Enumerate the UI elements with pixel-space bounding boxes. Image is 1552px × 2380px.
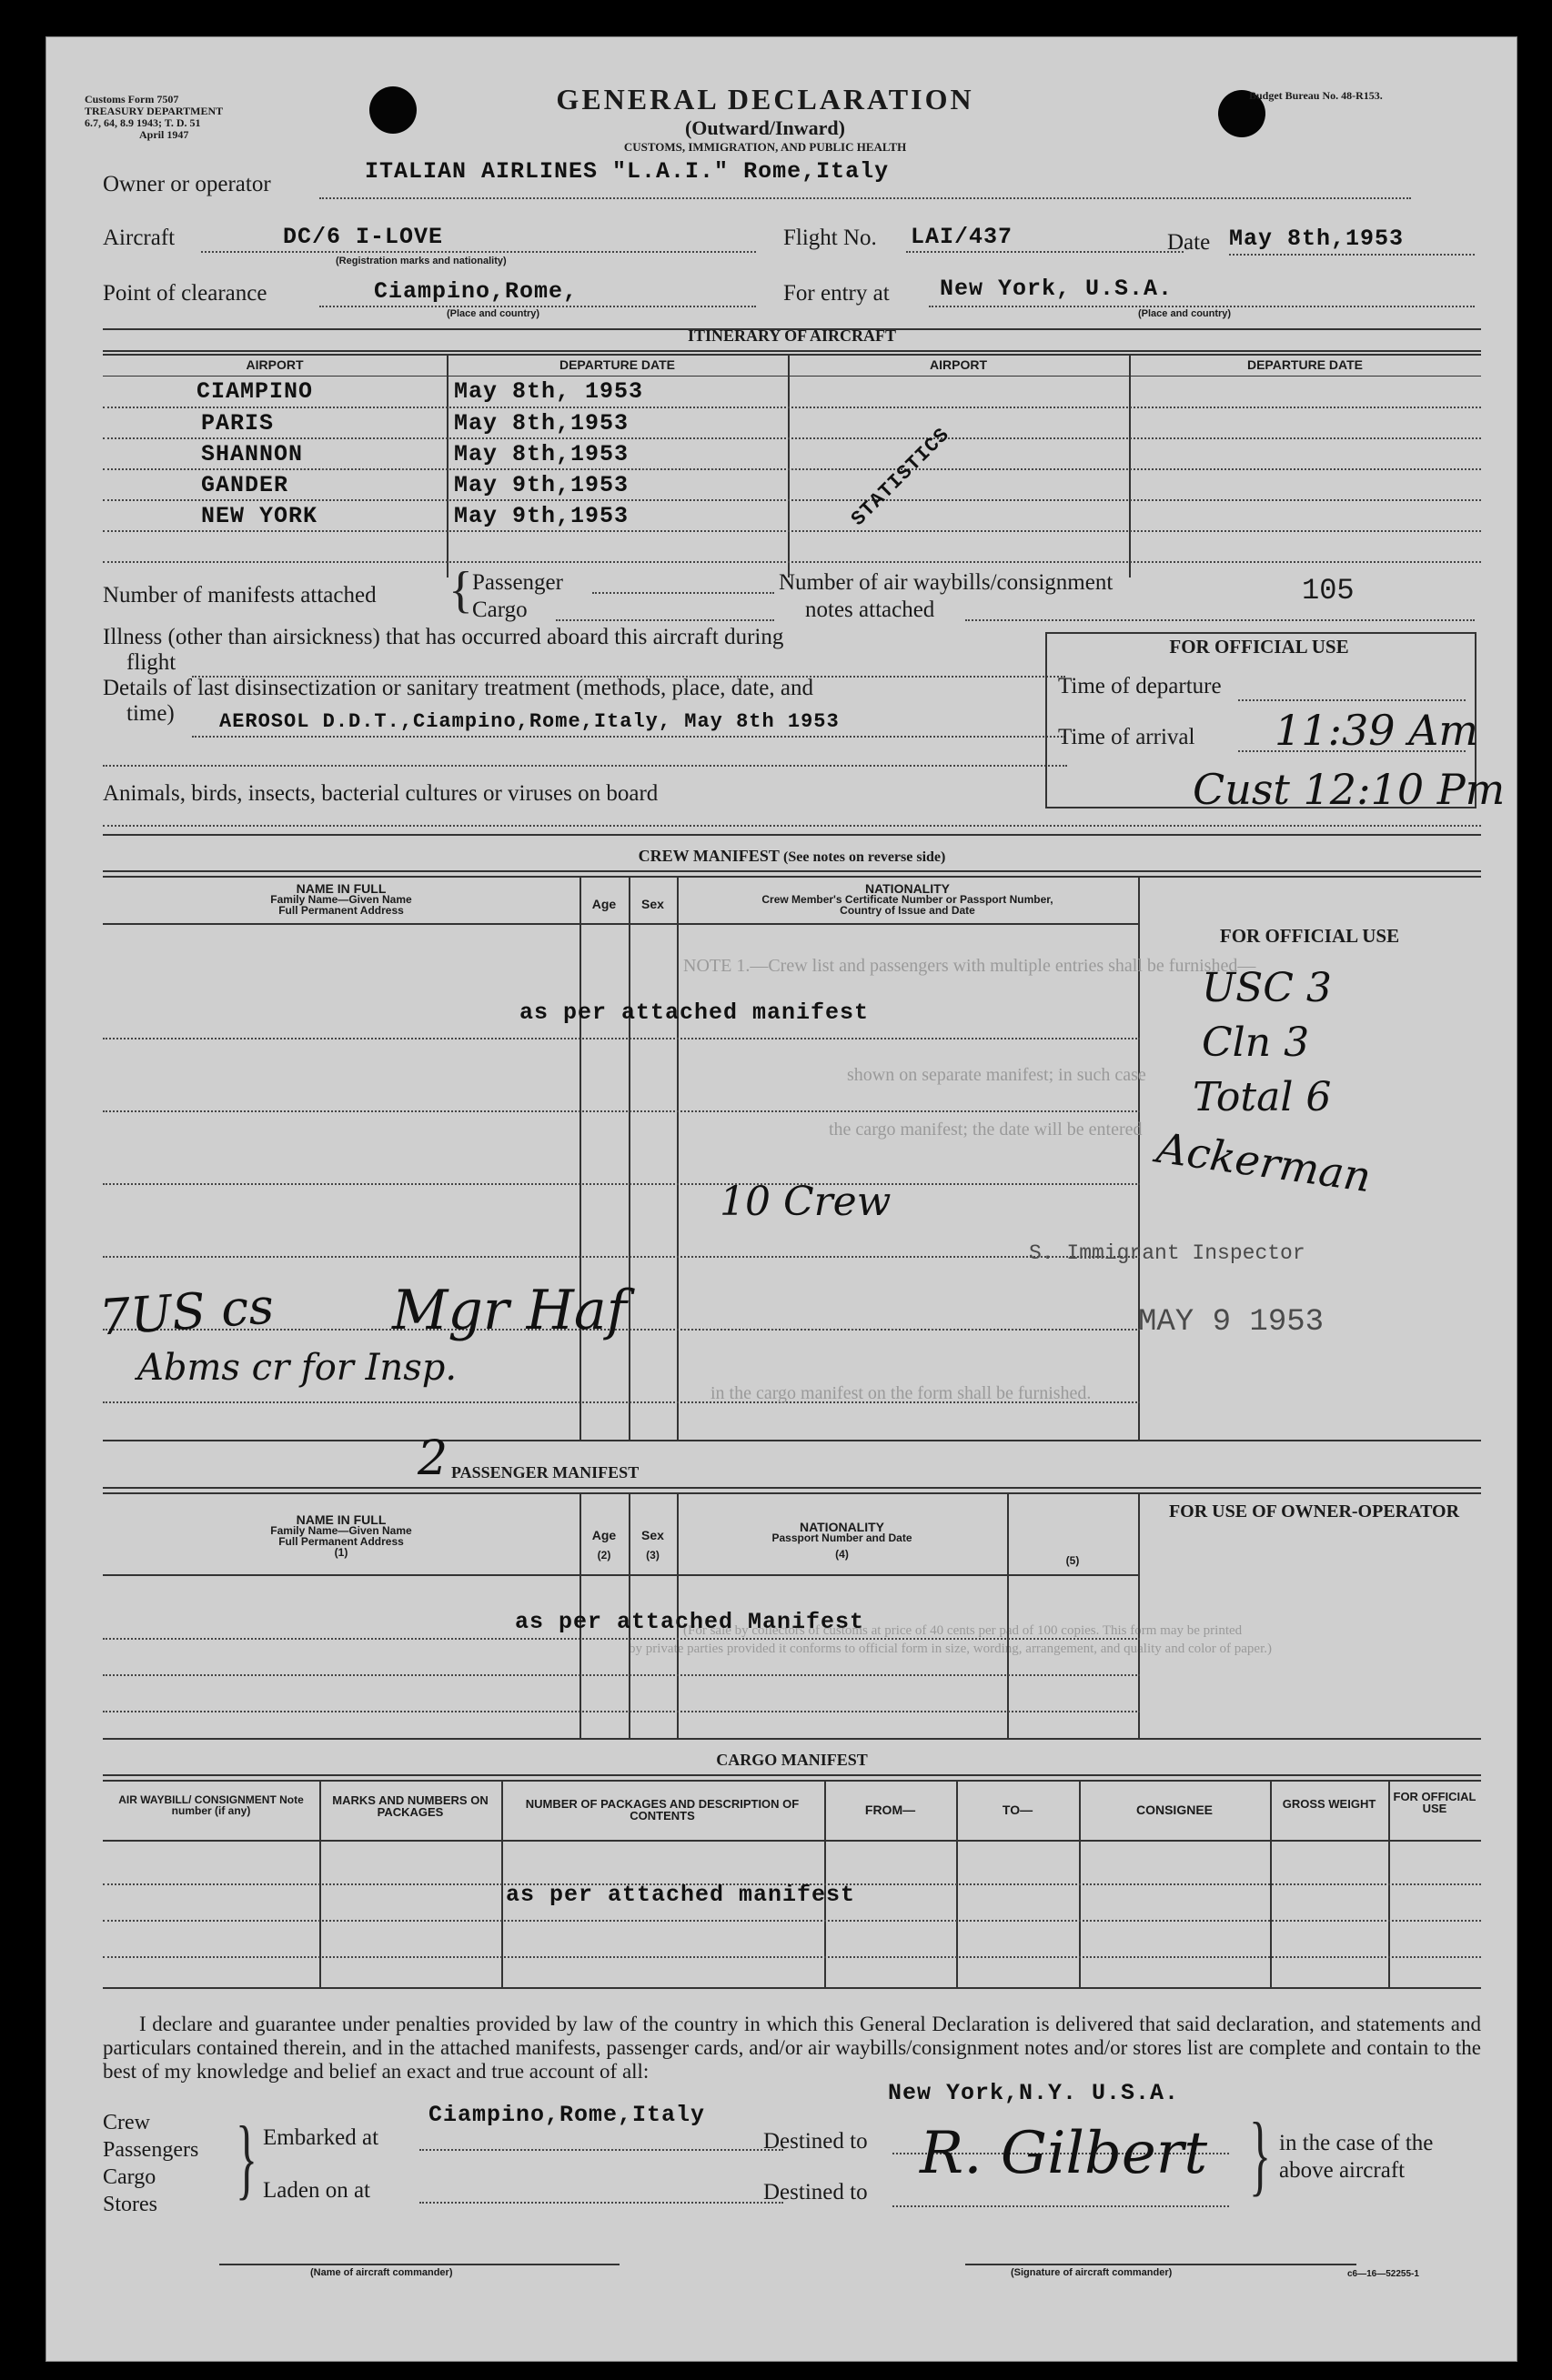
crew-left-signature-2: Abms cr for Insp.: [137, 1347, 458, 1389]
crew-col-nationality: [677, 883, 1138, 916]
crew-tally-total: Total 6: [1193, 1074, 1332, 1120]
passenger-col-age-label: Age: [591, 1528, 617, 1542]
disinfect-label: Details of last disinsectization or sanitary treatment (methods, place, date, and: [103, 676, 813, 700]
cargo-col-consignee: CONSIGNEE: [1135, 1803, 1213, 1817]
disinfect-label-2: time): [126, 701, 175, 726]
inspector-title: S. Immigrant Inspector: [1029, 1241, 1305, 1265]
passenger-col-5: (5): [1065, 1554, 1080, 1567]
destined-value: New York,N.Y. U.S.A.: [888, 2080, 1180, 2106]
declaration-cargo: Cargo: [103, 2165, 156, 2189]
bleed-through-text: by private parties provided it conforms to official form in size, wording, arrangement, and quality and color of paper.): [629, 1642, 1273, 1656]
passenger-col-sex: [629, 1529, 677, 1562]
destined-label-2: Destined to: [763, 2180, 868, 2204]
itinerary-row-date: May 8th,1953: [454, 410, 630, 437]
declaration-categories: [103, 2109, 198, 2218]
form-department: TREASURY DEPARTMENT: [85, 105, 224, 117]
itinerary-row-airport: SHANNON: [201, 441, 304, 467]
declaration-crew: Crew: [103, 2111, 150, 2134]
above-aircraft-label: above aircraft: [1279, 2158, 1406, 2183]
itinerary-col-departure-1: DEPARTURE DATE: [559, 357, 676, 372]
punch-hole-left: [369, 86, 417, 134]
clearance-label: Point of clearance: [103, 281, 267, 306]
declaration-brace-right: }: [1249, 2104, 1271, 2204]
print-code: c6—16—52255-1: [1347, 2269, 1419, 2279]
passenger-col-nat-1: NATIONALITY: [799, 1520, 885, 1534]
itinerary-row-airport: NEW YORK: [201, 503, 318, 529]
aircraft-label: Aircraft: [103, 226, 176, 250]
waybills-label: Number of air waybills/consignment: [779, 570, 1114, 595]
cargo-col-to: TO—: [1002, 1803, 1033, 1817]
declaration-brace: }: [236, 2107, 257, 2208]
waybills-value: 105: [1302, 574, 1355, 608]
bleed-through-text: NOTE 1.—Crew list and passengers with multiple entries shall be furnished—: [683, 956, 1256, 976]
form-subtitle: (Outward/Inward): [684, 116, 845, 139]
declaration-stores: Stores: [103, 2193, 157, 2216]
cargo-col-from: FROM—: [864, 1803, 916, 1817]
crew-col-nat-3: Country of Issue and Date: [840, 904, 975, 917]
commander-signature-caption: (Signature of aircraft commander): [1011, 2267, 1173, 2278]
passenger-col-name-2: Family Name—Given Name: [270, 1524, 412, 1537]
crew-middle-signature: Mgr Haf: [392, 1279, 627, 1342]
manifests-cargo: Cargo: [472, 598, 528, 622]
bleed-through-text: (For sale by collectors of customs at price of 40 cents per pad of 100 copies. This form may be printed: [683, 1623, 1243, 1638]
itinerary-row-date: May 9th,1953: [454, 503, 630, 529]
passenger-col-nat-no: (4): [835, 1548, 849, 1561]
itinerary-row-date: May 8th, 1953: [454, 378, 644, 405]
manifests-label: Number of manifests attached: [103, 583, 377, 608]
aircraft-caption: (Registration marks and nationality): [336, 256, 507, 266]
cargo-col-waybill: AIR WAYBILL/ CONSIGNMENT Note number (if any): [118, 1793, 304, 1817]
passenger-col-sex-no: (3): [646, 1549, 660, 1562]
crew-tally-aliens: Cln 3: [1202, 1019, 1310, 1066]
entry-caption: (Place and country): [1138, 308, 1232, 319]
in-case-label: in the case of the: [1279, 2131, 1434, 2155]
crew-col-name-2: Family Name—Given Name: [270, 893, 412, 906]
form-number: Customs Form 7507: [85, 93, 179, 105]
cargo-col-official: FOR OFFICIAL USE: [1393, 1790, 1476, 1815]
crew-tally-usc: USC 3: [1202, 965, 1332, 1011]
passenger-col-nat-2: Passport Number and Date: [771, 1531, 912, 1544]
manifests-passenger: Passenger: [472, 570, 563, 595]
passenger-col-name-1: NAME IN FULL: [296, 1512, 387, 1527]
cargo-col-packages: NUMBER OF PACKAGES AND DESCRIPTION OF CONTENTS: [525, 1797, 800, 1823]
clearance-value: Ciampino,Rome,: [374, 278, 579, 305]
manifests-brace: {: [448, 562, 473, 618]
laden-label: Laden on at: [263, 2178, 371, 2203]
crew-manifest-title: CREW MANIFEST: [638, 847, 780, 865]
cargo-manifest-title: CARGO MANIFEST: [716, 1751, 868, 1769]
crew-col-name-1: NAME IN FULL: [296, 881, 387, 896]
arrival-note: Cust 12:10 Pm: [1193, 765, 1506, 814]
form-date: April 1947: [139, 128, 189, 141]
official-use-title: FOR OFFICIAL USE: [1169, 636, 1349, 658]
crew-count-note: 10 Crew: [720, 1179, 892, 1225]
crew-left-signature: 7US cs: [97, 1277, 276, 1347]
passenger-col-nationality: [677, 1521, 1007, 1560]
clearance-caption: (Place and country): [447, 308, 540, 319]
passenger-entry: as per attached Manifest: [515, 1609, 865, 1635]
entry-label: For entry at: [783, 281, 890, 306]
waybills-label-2: notes attached: [805, 598, 935, 622]
crew-col-nat-1: NATIONALITY: [864, 881, 951, 896]
passenger-col-name: [103, 1514, 579, 1558]
itinerary-col-airport-2: AIRPORT: [930, 357, 987, 372]
entry-value: New York, U.S.A.: [940, 276, 1174, 302]
itinerary-row-airport: PARIS: [201, 410, 275, 437]
embarked-label: Embarked at: [263, 2125, 379, 2150]
arrival-time-label: Time of arrival: [1058, 725, 1195, 749]
passenger-manifest-title: PASSENGER MANIFEST: [451, 1463, 640, 1481]
declaration-form: [45, 36, 1517, 2362]
cargo-col-weight: GROSS WEIGHT: [1282, 1797, 1376, 1811]
itinerary-row-airport: GANDER: [201, 472, 289, 498]
owner-label: Owner or operator: [103, 172, 271, 196]
crew-col-sex: Sex: [641, 897, 664, 911]
passenger-col-name-3: Full Permanent Address: [278, 1535, 404, 1548]
itinerary-col-departure-2: DEPARTURE DATE: [1246, 357, 1364, 372]
date-label: Date: [1167, 230, 1211, 255]
commander-signature: R. Gilbert: [920, 2120, 1208, 2187]
crew-entry: as per attached manifest: [519, 999, 870, 1026]
cargo-col-marks: MARKS AND NUMBERS ON PACKAGES: [332, 1793, 489, 1819]
illness-label-2: flight: [126, 650, 176, 675]
crew-col-age: Age: [591, 897, 617, 911]
itinerary-row-date: May 8th,1953: [454, 441, 630, 467]
disinfect-value: AEROSOL D.D.T.,Ciampino,Rome,Italy, May 8th 1953: [219, 710, 840, 733]
animals-label: Animals, birds, insects, bacterial cultures or viruses on board: [103, 781, 659, 806]
itinerary-title: ITINERARY OF AIRCRAFT: [687, 326, 897, 345]
passenger-col-age-no: (2): [597, 1549, 611, 1562]
date-value: May 8th,1953: [1229, 226, 1405, 252]
form-number-block: [85, 94, 223, 141]
bleed-through-text: shown on separate manifest; in such case: [847, 1065, 1146, 1085]
statistics-stamp: STATISTICS: [847, 423, 955, 531]
itinerary-col-airport-1: AIRPORT: [246, 357, 304, 372]
passenger-col-name-no: (1): [334, 1546, 348, 1559]
inspector-stamp-date: MAY 9 1953: [1138, 1305, 1325, 1340]
declaration-passengers: Passengers: [103, 2138, 199, 2162]
crew-col-name: [103, 883, 579, 916]
bleed-through-text: the cargo manifest; the date will be entered: [829, 1120, 1143, 1140]
commander-name-caption: (Name of aircraft commander): [310, 2267, 453, 2278]
passenger-col-age: [579, 1529, 629, 1562]
cargo-entry: as per attached manifest: [506, 1882, 856, 1908]
flight-label: Flight No.: [783, 226, 877, 250]
declaration-text: I declare and guarantee under penalties provided by law of the country in which this General Declaration is delivered that said declaration, and statements and particulars contained therein, and in the attached manifests, passenger cards, and/or air waybills/consignment notes and/or stores list are complete and contain to the best of my knowledge and belief an exact and true account of all:: [103, 2013, 1481, 2083]
owner-value: ITALIAN AIRLINES "L.A.I." Rome,Italy: [365, 158, 890, 185]
passenger-col-sex-label: Sex: [641, 1528, 664, 1542]
itinerary-row-date: May 9th,1953: [454, 472, 630, 498]
embarked-value: Ciampino,Rome,Italy: [428, 2102, 706, 2128]
arrival-time-value: 11:39 Am: [1275, 706, 1479, 755]
bleed-through-text: in the cargo manifest on the form shall be furnished.: [710, 1383, 1092, 1403]
inspector-signature: Ackerman: [1154, 1122, 1375, 1202]
destined-label: Destined to: [763, 2129, 868, 2154]
passenger-count: 2: [418, 1431, 448, 1486]
owner-operator-use: FOR USE OF OWNER-OPERATOR: [1168, 1501, 1460, 1521]
crew-col-name-3: Full Permanent Address: [278, 904, 404, 917]
form-subtitle-2: CUSTOMS, IMMIGRATION, AND PUBLIC HEALTH: [623, 140, 907, 154]
aircraft-value: DC/6 I-LOVE: [283, 224, 444, 250]
illness-label: Illness (other than airsickness) that has occurred aboard this aircraft during: [103, 625, 784, 649]
crew-col-nat-2: Crew Member's Certificate Number or Passport Number,: [761, 893, 1053, 906]
form-title: GENERAL DECLARATION: [556, 83, 974, 115]
flight-value: LAI/437: [911, 224, 1013, 250]
departure-time-label: Time of departure: [1058, 674, 1222, 698]
crew-official-use: FOR OFFICIAL USE: [1219, 925, 1400, 947]
crew-manifest-note: (See notes on reverse side): [783, 849, 946, 865]
itinerary-row-airport: CIAMPINO: [197, 378, 314, 405]
budget-bureau-number: Budget Bureau No. 48-R153.: [1249, 89, 1383, 102]
crew-manifest-heading: [103, 847, 1481, 866]
form-reference: 6.7, 64, 8.9 1943; T. D. 51: [85, 116, 201, 129]
